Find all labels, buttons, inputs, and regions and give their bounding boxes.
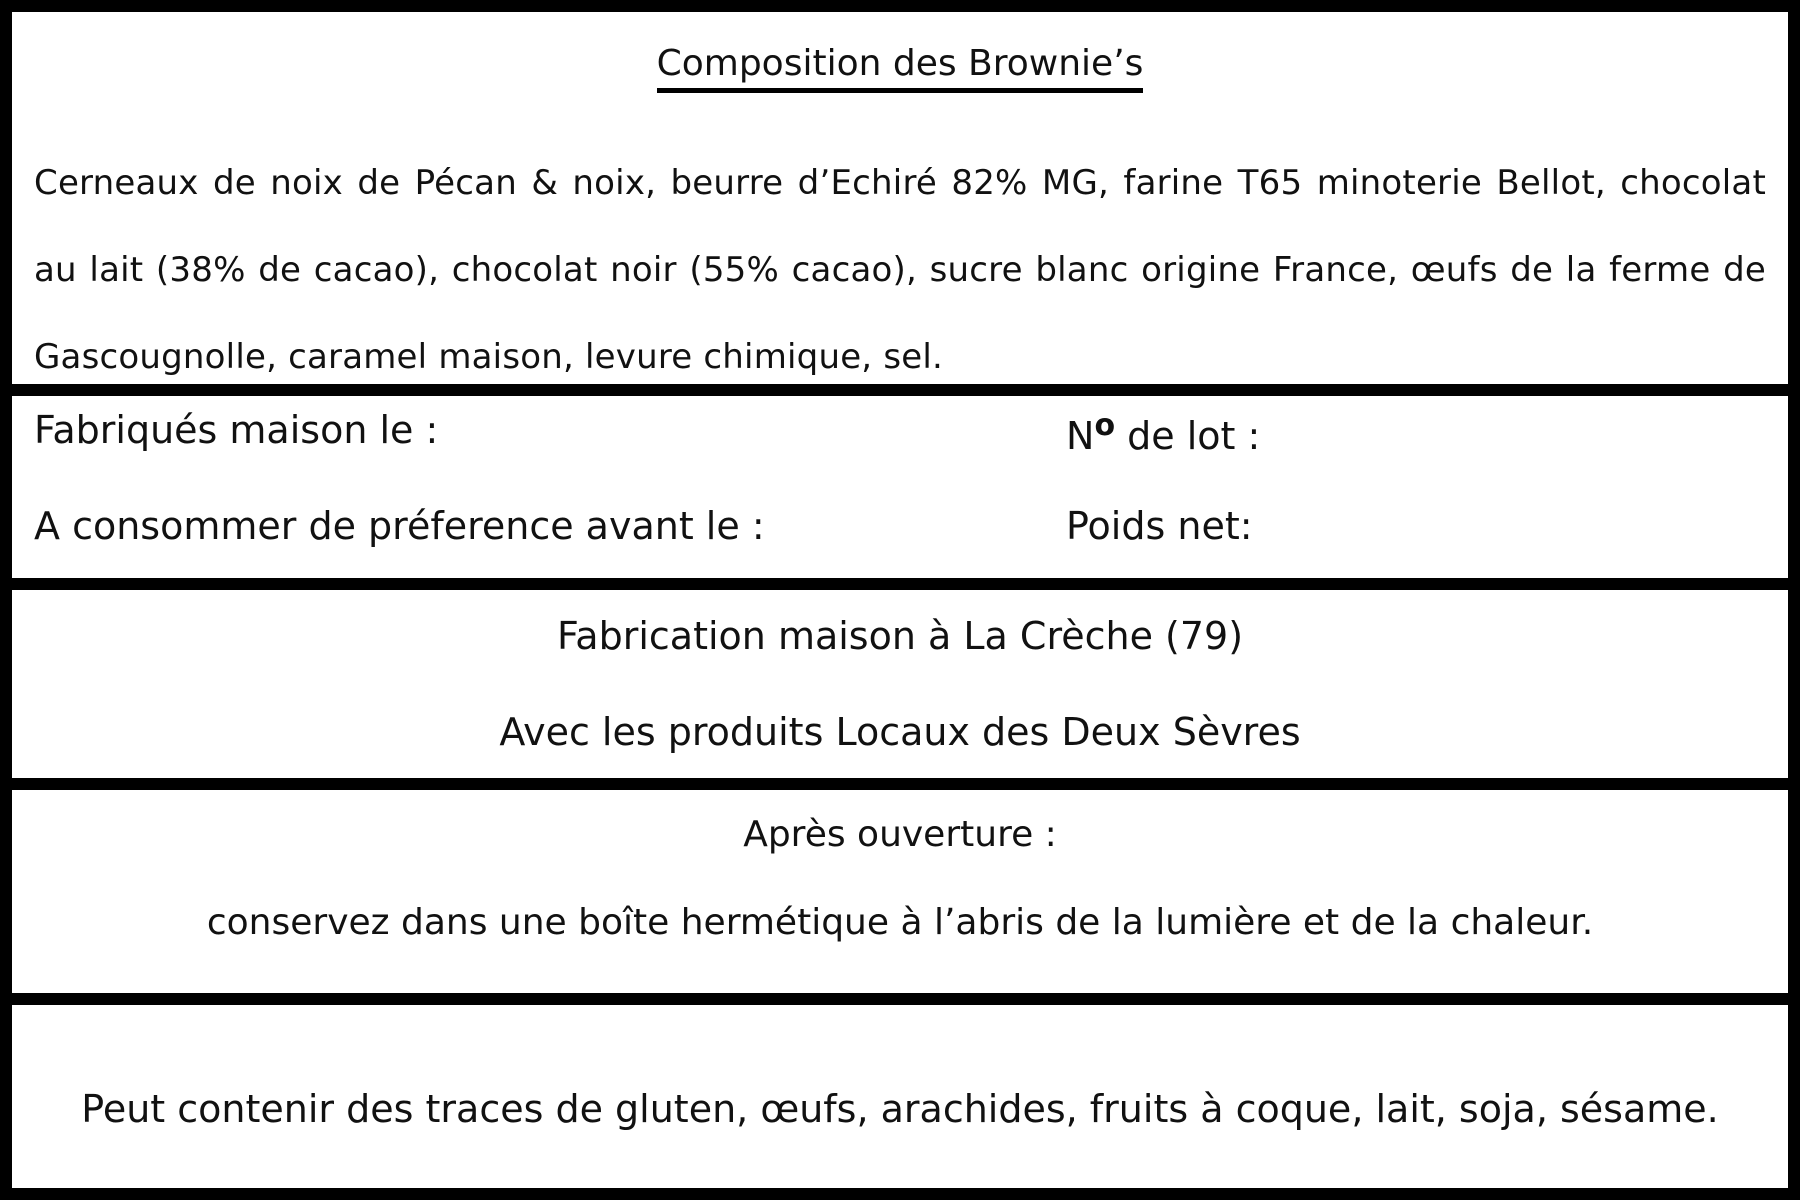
allergens-text: Peut contenir des traces de gluten, œufs, arachides, fruits à coque, lait, soja, sésame. <box>81 1087 1719 1131</box>
best-before-label: A consommer de préference avant le : <box>34 504 765 548</box>
product-details-section <box>12 396 1788 578</box>
lot-prefix: N <box>1066 414 1095 458</box>
origin-line-2: Avec les produits Locaux des Deux Sèvres <box>499 710 1301 754</box>
origin-section <box>12 590 1788 778</box>
composition-title-wrap <box>12 42 1788 93</box>
lot-number-label <box>1066 408 1260 458</box>
composition-title: Composition des Brownie’s <box>657 42 1144 93</box>
storage-heading: Après ouverture : <box>743 814 1057 855</box>
storage-section <box>12 790 1788 993</box>
lot-text: de lot : <box>1115 414 1261 458</box>
net-weight-label: Poids net: <box>1066 504 1253 548</box>
ingredients-list: Cerneaux de noix de Pécan & noix, beurre d’Echiré 82% MG, farine T65 minoterie Bellot, chocolat au lait (38% de cacao), chocolat noir (55% cacao), sucre blanc origine France, œufs de la ferme de Gascougnolle, caramel maison, levure chimique, sel. <box>34 163 1766 377</box>
allergens-section <box>12 1005 1788 1188</box>
made-on-label: Fabriqués maison le : <box>34 408 439 452</box>
lot-sup: o <box>1094 408 1116 443</box>
composition-section <box>12 12 1788 384</box>
storage-instruction: conservez dans une boîte hermétique à l’abris de la lumière et de la chaleur. <box>206 902 1594 943</box>
origin-line-1: Fabrication maison à La Crèche (79) <box>556 614 1244 658</box>
